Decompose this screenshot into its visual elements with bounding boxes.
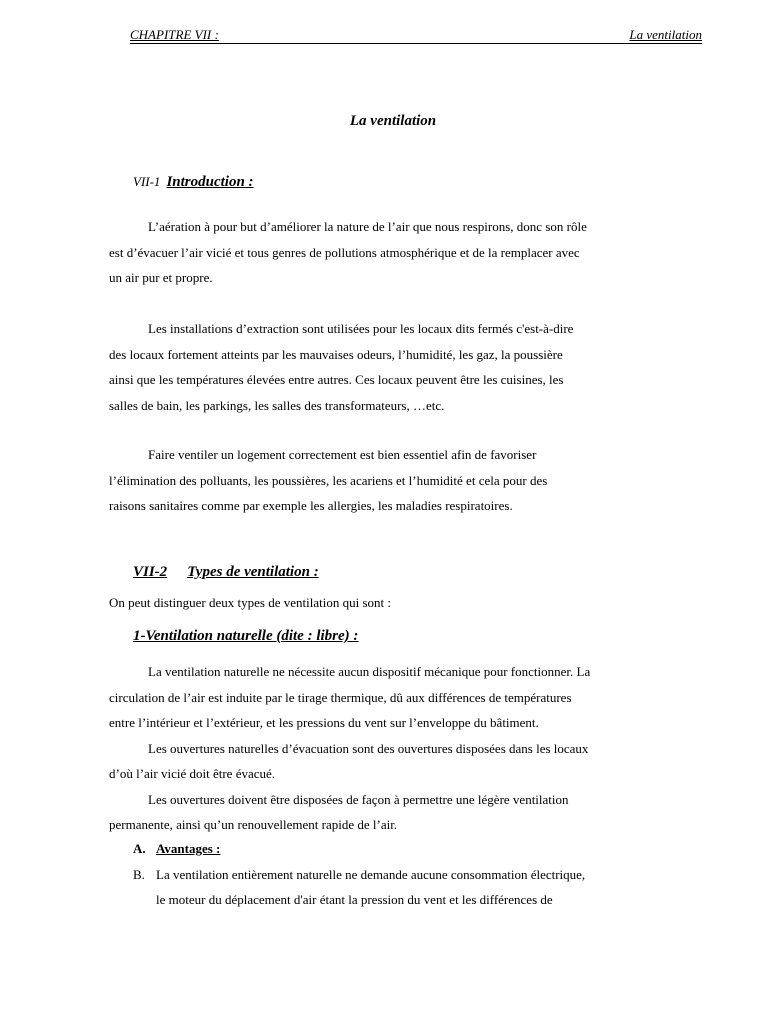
paragraph-ventiler (109, 442, 689, 519)
paragraph-line: est d’évacuer l’air vicié et tous genres de pollutions atmosphérique et de la remplacer avec (109, 244, 580, 260)
page-title: La ventilation (349, 113, 437, 129)
list-text: La ventilation entièrement naturelle ne demande aucune consommation électrique, (156, 866, 586, 882)
list-item (133, 862, 585, 888)
paragraph-ventilation-naturelle (109, 659, 689, 838)
list-item (133, 836, 585, 862)
paragraph-line: La ventilation naturelle ne nécessite aucun dispositif mécanique pour fonctionner. La (148, 664, 591, 679)
subsection-heading-naturelle: 1-Ventilation naturelle (dite : libre) : (133, 628, 359, 644)
paragraph-line: ainsi que les températures élevées entre autres. Ces locaux peuvent être les cuisines, les (109, 372, 564, 387)
section-heading-introduction (133, 174, 254, 191)
advantages-list (133, 836, 585, 913)
paragraph-line: entre l’intérieur et l’extérieur, et les pressions du vent sur l’enveloppe du bâtiment. (109, 715, 539, 730)
paragraph-line: Les installations d’extraction sont utilisées pour les locaux dits fermés c'est-à-dire (148, 321, 574, 336)
paragraph-line: l’élimination des polluants, les poussières, les acariens et l’humidité et cela pour des (109, 472, 548, 488)
paragraph-aeration (109, 214, 689, 291)
list-marker: A. (133, 841, 146, 856)
paragraph-line: circulation de l’air est induite par le tirage thermique, dû aux différences de températures (109, 689, 572, 705)
paragraph-line: un air pur et propre. (109, 270, 213, 285)
paragraph-line: permanente, ainsi qu’un renouvellement rapide de l’air. (109, 817, 398, 832)
section-number: VII-2 (133, 564, 168, 580)
list-text-continuation: le moteur du déplacement d'air étant la pression du vent et les différences de (156, 892, 553, 907)
paragraph-line: L’aération à pour but d’améliorer la nature de l’air que nous respirons, donc son rôle (148, 219, 587, 234)
paragraph-line: d’où l’air vicié doit être évacué. (109, 766, 276, 781)
paragraph-line: Les ouvertures doivent être disposées de façon à permettre une légère ventilation (148, 791, 569, 807)
list-marker: B. (133, 866, 145, 882)
running-header (130, 27, 702, 44)
section-title: Introduction : (166, 174, 254, 190)
section-title: Types de ventilation : (187, 564, 319, 580)
header-chapter: CHAPITRE VII : (130, 27, 219, 42)
paragraph-line: raisons sanitaires comme par exemple les allergies, les maladies respiratoires. (109, 498, 513, 513)
list-heading-avantages: Avantages : (156, 841, 221, 856)
paragraph-line: Faire ventiler un logement correctement est bien essentiel afin de favoriser (148, 447, 537, 462)
types-intro-text: On peut distinguer deux types de ventilation qui sont : (109, 595, 391, 610)
section-number: VII-1 (133, 174, 161, 189)
paragraph-installations (109, 316, 689, 418)
paragraph-line: Les ouvertures naturelles d’évacuation sont des ouvertures disposées dans les locaux (148, 740, 589, 756)
section-heading-types (133, 564, 319, 581)
header-chapter-title: La ventilation (629, 27, 702, 42)
paragraph-line: salles de bain, les parkings, les salles des transformateurs, …etc. (109, 397, 445, 413)
paragraph-line: des locaux fortement atteints par les mauvaises odeurs, l’humidité, les gaz, la poussière (109, 346, 563, 362)
